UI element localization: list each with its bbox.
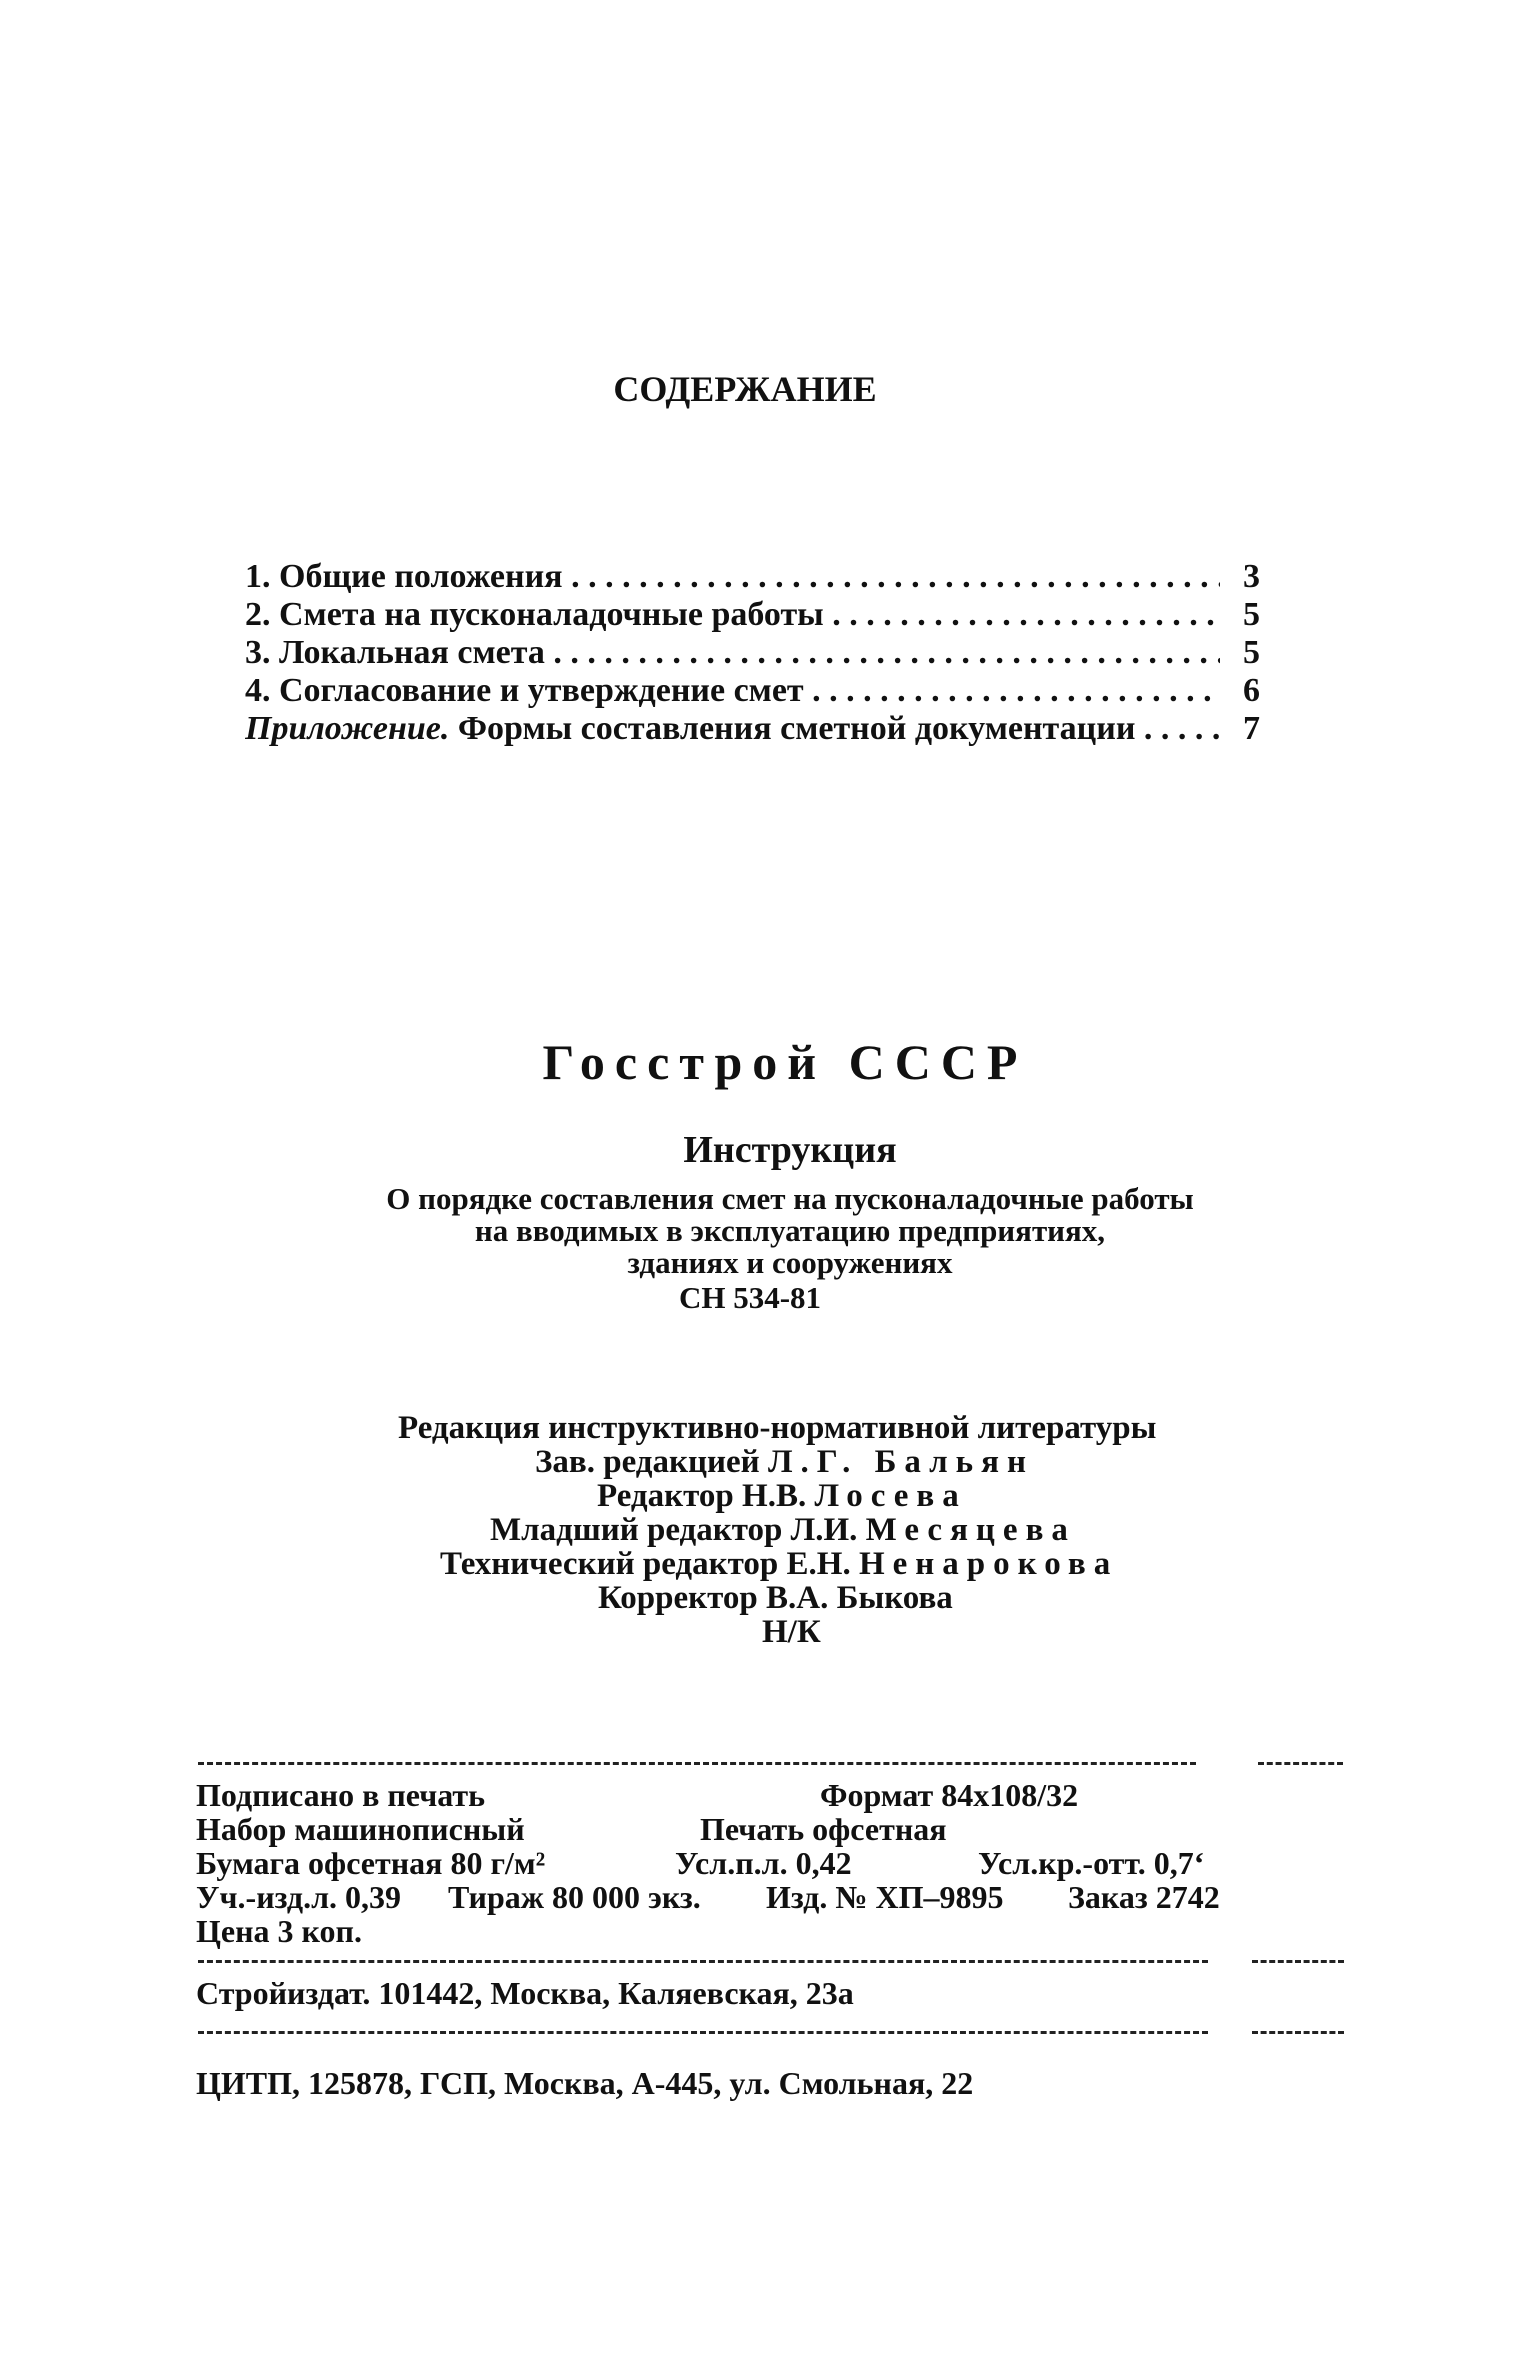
dashed-divider — [198, 1960, 1208, 1963]
document-code: СН 534-81 — [678, 1280, 822, 1315]
publisher-name: Госстрой СССР — [542, 1034, 1028, 1090]
toc-item — [245, 710, 1260, 748]
editor-name: Лосева — [814, 1478, 967, 1514]
head-editor-name: Л.Г. Бальян — [767, 1444, 1035, 1480]
order-number: Заказ 2742 — [1068, 1879, 1220, 1915]
print-run: Тираж 80 000 экз. — [448, 1879, 701, 1915]
nk-mark: Н/К — [762, 1614, 821, 1650]
publisher-address: Стройиздат. 101442, Москва, Каляевская, 23а — [196, 1975, 854, 2011]
color-prints: Усл.кр.-отт. 0,7ʻ — [978, 1845, 1205, 1881]
toc-item-label: Формы составления сметной документации — [449, 710, 1136, 747]
toc-item — [245, 634, 1260, 672]
toc-item — [245, 672, 1260, 710]
junior-editor-name: Месяцева — [865, 1512, 1076, 1548]
dashed-divider — [1252, 2031, 1344, 2034]
document-subtitle-line: на вводимых в эксплуатацию предприятиях, — [474, 1213, 1106, 1248]
editorial-office: Редакция инструктивно-нормативной литературы — [398, 1410, 1157, 1446]
signed-for-print: Подписано в печать — [196, 1777, 486, 1813]
technical-editor — [440, 1546, 1118, 1583]
toc-item — [245, 596, 1260, 634]
toc-item-label-italic: Приложение. — [245, 710, 450, 747]
dashed-divider — [1252, 1960, 1344, 1963]
head-editor — [535, 1444, 1034, 1481]
print-sheets: Усл.п.л. 0,42 — [675, 1845, 852, 1881]
toc-item-page: 7 — [1243, 710, 1260, 747]
typesetting: Набор машинописный — [196, 1811, 525, 1847]
toc-item-label: 3. Локальная смета — [245, 634, 545, 671]
head-editor-label: Зав. редакцией — [535, 1444, 760, 1480]
toc-item-page: 3 — [1243, 558, 1260, 595]
junior-editor — [490, 1512, 1076, 1549]
publisher-sheets: Уч.-изд.л. 0,39 — [196, 1879, 402, 1915]
printer-address: ЦИТП, 125878, ГСП, Москва, А-445, ул. Смольная, 22 — [196, 2065, 974, 2101]
toc-item-page: 5 — [1243, 596, 1260, 633]
toc-item-label: 2. Смета на пусконаладочные работы — [245, 596, 824, 633]
printing-method: Печать офсетная — [700, 1811, 947, 1847]
editor-label: Редактор Н.В. — [597, 1478, 807, 1514]
toc-item-page: 6 — [1243, 672, 1260, 709]
corrector: Корректор В.А. Быкова — [598, 1580, 953, 1616]
document-subtitle-line: О порядке составления смет на пусконаладочные работы — [386, 1181, 1194, 1216]
publication-number: Изд. № ХП–9895 — [766, 1879, 1004, 1915]
toc-item — [245, 558, 1260, 596]
toc-item-label: 1. Общие положения — [245, 558, 563, 595]
junior-editor-label: Младший редактор Л.И. — [490, 1512, 858, 1548]
contents-heading: СОДЕРЖАНИЕ — [613, 369, 877, 409]
technical-editor-name: Ненарокова — [858, 1546, 1119, 1582]
dashed-divider — [1258, 1762, 1343, 1765]
format: Формат 84х108/32 — [820, 1777, 1079, 1813]
toc-item-page: 5 — [1243, 634, 1260, 671]
dashed-divider — [198, 2031, 1208, 2034]
technical-editor-label: Технический редактор Е.Н. — [440, 1546, 851, 1582]
toc-item-label: 4. Согласование и утверждение смет — [245, 672, 804, 709]
paper: Бумага офсетная 80 г/м² — [196, 1845, 546, 1881]
document-type: Инструкция — [683, 1129, 897, 1171]
dashed-divider — [198, 1762, 1196, 1765]
editor — [597, 1478, 967, 1515]
price: Цена 3 коп. — [196, 1913, 362, 1949]
document-subtitle-line: зданиях и сооружениях — [627, 1245, 953, 1280]
